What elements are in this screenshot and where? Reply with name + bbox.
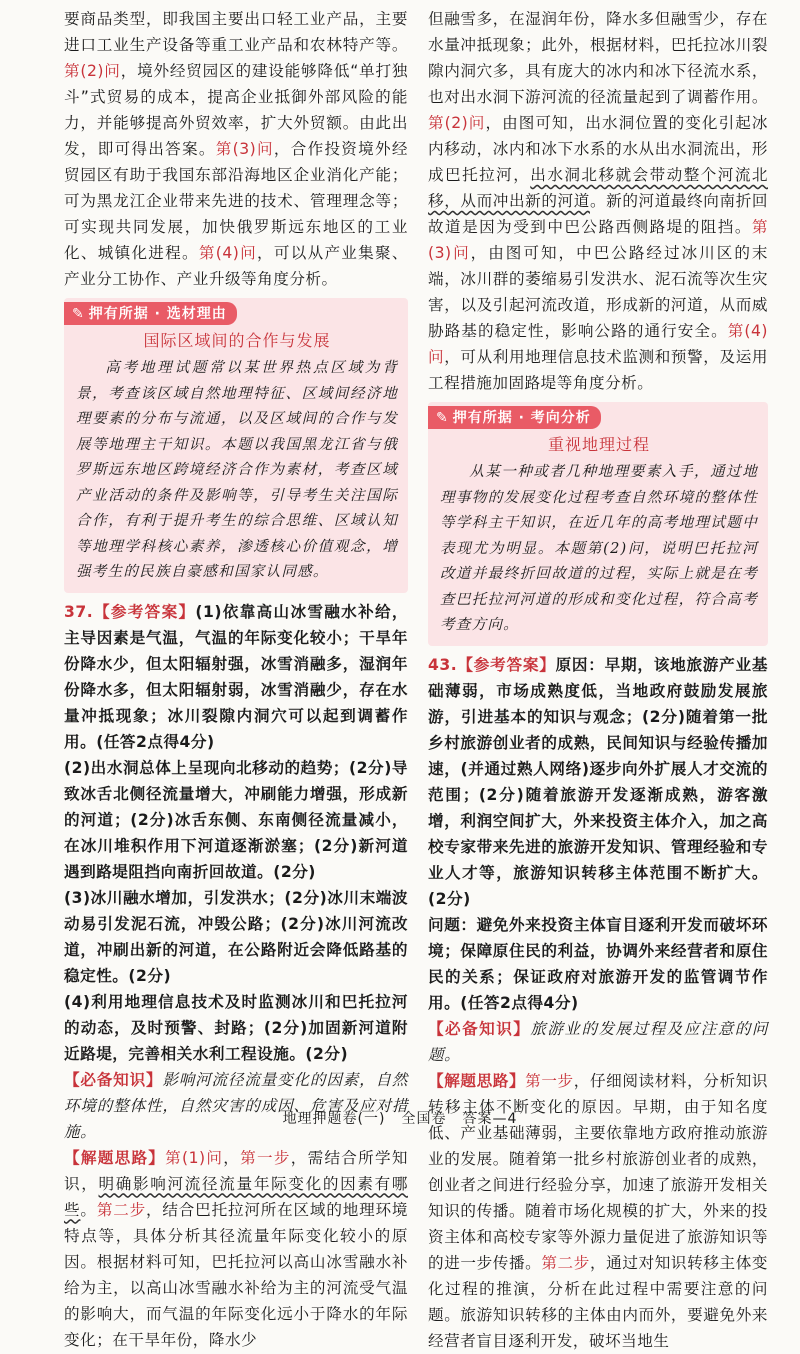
box-tab xyxy=(64,302,237,325)
question-marker: 第(4)问 xyxy=(198,244,257,262)
knowledge-text: 影响河流径流量变化的因素，自然环境的整体性，自然灾害的成因、危害及应对措施。 xyxy=(64,1070,408,1141)
box-title: 重视地理过程 xyxy=(547,435,650,454)
emphasis-text: 明确影响河流径流量年际变化的因素有哪些 xyxy=(64,1174,408,1219)
box-tab xyxy=(428,406,601,429)
text-run: 要商品类型，即我国主要出口轻工业产品，主要进口工业生产设备等重工业产品和农林特产等。 xyxy=(64,10,408,54)
question-marker: 第(4)问 xyxy=(428,322,768,366)
direction-analysis-box xyxy=(428,402,768,646)
text-run: ，可从利用地理信息技术监测和预警，及运用工程措施加固路堤等角度分析。 xyxy=(428,348,768,392)
text-run: ，通过对知识转移主体变化过程的推演，分析在此过程中需要注意的问题。旅游知识转移的主体由内而外，要避免外来经营者盲目逐利开发，破坏当地生 xyxy=(428,1253,768,1350)
q37-answer-3: (3)冰川融水增加，引发洪水；(2分)冰川末端波动易引发泥石流，冲毁公路；(2分)冰川河流改道，冲刷出新的河道，在公路附近会降低路基的稳定性。(2分) xyxy=(64,888,408,985)
q37-answer-4: (4)利用地理信息技术及时监测冰川和巴托拉河的动态，及时预警、封路；(2分)加固新河道附近路堤，完善相关水利工程设施。(2分) xyxy=(64,992,408,1063)
q37-answer-2: (2)出水洞总体上呈现向北移动的趋势；(2分)导致冰舌北侧径流量增大，冲刷能力增强，形成新的河道；(2分)冰舌东侧、东南侧径流量减小，在冰川堆积作用下河道逐渐淤塞；(2分)新河道遇到路堤阻挡向南折回故道。(2分) xyxy=(64,758,408,881)
knowledge-label: 【必备知识】 xyxy=(428,1019,531,1038)
q37-answer-1 xyxy=(64,599,408,755)
box-tab-label: 押有所据 · 选材理由 xyxy=(88,306,227,322)
box-body: 高考地理试题常以某世界热点区域为背景，考查该区域自然地理特征、区域间经济地理要素的分布与流通，以及区域间的合作与发展等地理主干知识。本题以我国黑龙江省与俄罗斯远东地区跨境经济合作为素材，考查区域产业活动的条件及影响等，引导考生关注国际合作，有利于提升考生的综合思维、区域认知等地理学科核心素养，渗透核心价值观念，增强考生的民族自豪感和国家认同感。 xyxy=(76,359,398,580)
step-marker: 第一步 xyxy=(240,1148,291,1167)
right-column xyxy=(428,6,768,1354)
step-marker: 第一步 xyxy=(525,1071,574,1090)
box-tab-label: 押有所据 · 考向分析 xyxy=(452,410,591,426)
box-title: 国际区域间的合作与发展 xyxy=(143,331,331,350)
question-number: 37. xyxy=(64,602,94,621)
question-number: 43. xyxy=(428,655,458,674)
text-run: ，需结合所学知识， xyxy=(64,1148,408,1193)
text-run: ，可以从产业集聚、产业分工协作、产业升级等角度分析。 xyxy=(64,244,408,288)
question-marker: 第(2)问 xyxy=(64,62,121,80)
q43-knowledge xyxy=(428,1016,768,1068)
text-run: 。新的河道最终向南折回故道是因为受到中巴公路西侧路堤的阻挡。 xyxy=(428,192,768,236)
footer-edition: 全国卷 xyxy=(401,1111,447,1127)
text-run: ，由图可知，中巴公路经过冰川区的末端，冰川群的萎缩易引发洪水、泥石流等次生灾害，以及引起河流改道，形成新的河道，从而威胁路基的稳定性，影响公路的通行安全。 xyxy=(428,244,768,340)
text-run: ， xyxy=(223,1148,241,1167)
question-marker: 第(1)问 xyxy=(165,1148,224,1167)
q37-answer xyxy=(64,599,408,1067)
text-run: ，仔细阅读材料，分析知识转移主体不断变化的原因。早期，由于知名度低、产业基础薄弱，主要依靠地方政府推动旅游业的发展。随着第一批乡村旅游创业者的成熟，创业者之间进行经验分享，加速了旅游开发相关知识的传播。随着市场化规模的扩大，外来的投资主体和高校专家等外源力量促进了旅游知识等的进一步传播。 xyxy=(428,1071,768,1272)
emphasis-text: 出水洞北移就会带动整个河流北移，从而冲出新的河道 xyxy=(428,166,768,210)
thinking-label: 【解题思路】 xyxy=(64,1148,166,1167)
text-run: ，结合巴托拉河所在区域的地理环境特点等，具体分析其径流量年际变化较小的原因。根据材料可知，巴托拉河以高山冰雪融水补给为主，以高山冰雪融水补给为主的河流受气温的影响大，而气温的年际变化远小于降水的年际变化；在干旱年份，降水少 xyxy=(64,1200,408,1349)
answer-text: 原因：早期，该地旅游产业基础薄弱，市场成熟度低，当地政府鼓励发展旅游，引进基本的知识与观念；(2分)随着第一批乡村旅游创业者的成熟，民间知识与经验传播加速，(并通过熟人网络)逐步向外扩展人才交流的范围；(2分)随着旅游开发逐渐成熟，游客激增，利润空间扩大，外来投资主体介入，加之高校专家带来先进的旅游开发知识、管理经验和专业人才等，旅游知识转移主体范围不断扩大。(2分) xyxy=(428,655,768,908)
footer-title: 地理押题卷(一) xyxy=(282,1111,386,1127)
step-marker: 第二步 xyxy=(96,1200,146,1219)
left-analysis-paragraph xyxy=(64,6,408,292)
q43-answer-1 xyxy=(428,652,768,912)
page-footer xyxy=(0,1105,800,1131)
question-marker: 第(3)问 xyxy=(428,218,768,262)
pen-icon: ✎ xyxy=(436,410,449,426)
step-marker: 第二步 xyxy=(541,1253,590,1272)
footer-page: 答案—4 xyxy=(462,1111,518,1127)
q43-answer xyxy=(428,652,768,1016)
text-run: ，合作投资境外经贸园区有助于我国东部沿海地区企业消化产能；可为黑龙江企业带来先进的技术、管理理念等；可实现共同发展，加快俄罗斯远东地区的工业化、城镇化进程。 xyxy=(64,140,408,262)
text-run: 。 xyxy=(80,1200,97,1219)
text-run: 但融雪多，在湿润年份，降水多但融雪少，存在水量冲抵现象；此外，根据材料，巴托拉冰川裂隙内洞穴多，具有庞大的冰内和冰下径流水系，也对出水洞下游河流的径流量起到了调蓄作用。 xyxy=(428,10,768,106)
answer-label: 【参考答案】 xyxy=(457,655,556,674)
knowledge-text: 旅游业的发展过程及应注意的问题。 xyxy=(428,1019,768,1064)
question-marker: 第(3)问 xyxy=(215,140,274,158)
text-run: ，境外经贸园区的建设能够降低“单打独斗”式贸易的成本，提高企业抵御外部风险的能力，并能够提高外贸效率，扩大外贸额。由此出发，即可得出答案。 xyxy=(64,62,408,158)
right-analysis-paragraph xyxy=(428,6,768,396)
thinking-label: 【解题思路】 xyxy=(428,1071,526,1090)
q37-thinking xyxy=(64,1145,408,1353)
box-body: 从某一种或者几种地理要素入手，通过地理事物的发展变化过程考查自然环境的整体性等学科主干知识，在近几年的高考地理试题中表现尤为明显。本题第(2)问，说明巴托拉河改道并最终折回故道的过程，实际上就是在考查巴托拉河河道的形成和变化过程，符合高考考查方向。 xyxy=(440,463,758,633)
left-column xyxy=(64,6,408,1353)
q43-answer-2: 问题：避免外来投资主体盲目逐利开发而破坏环境；保障原住民的利益，协调外来经营者和原住民的关系；保证政府对旅游开发的监管调节作用。(任答2点得4分) xyxy=(428,915,768,1012)
answer-label: 【参考答案】 xyxy=(93,602,196,621)
question-marker: 第(2)问 xyxy=(428,114,486,132)
answer-text: (1)依靠高山冰雪融水补给，主导因素是气温，气温的年际变化较小；干旱年份降水少，但太阳辐射强，冰雪消融多，湿润年份降水多，但太阳辐射弱，冰雪消融少，存在水量冲抵现象；冰川裂隙内洞穴可以起到调蓄作用。(任答2点得4分) xyxy=(64,602,408,751)
selection-reason-box xyxy=(64,298,408,593)
text-run: ，由图可知，出水洞位置的变化引起冰内移动，冰内和冰下水系的水从出水洞流出，形成巴托拉河， xyxy=(428,114,768,184)
knowledge-label: 【必备知识】 xyxy=(64,1070,163,1089)
pen-icon: ✎ xyxy=(72,306,85,322)
